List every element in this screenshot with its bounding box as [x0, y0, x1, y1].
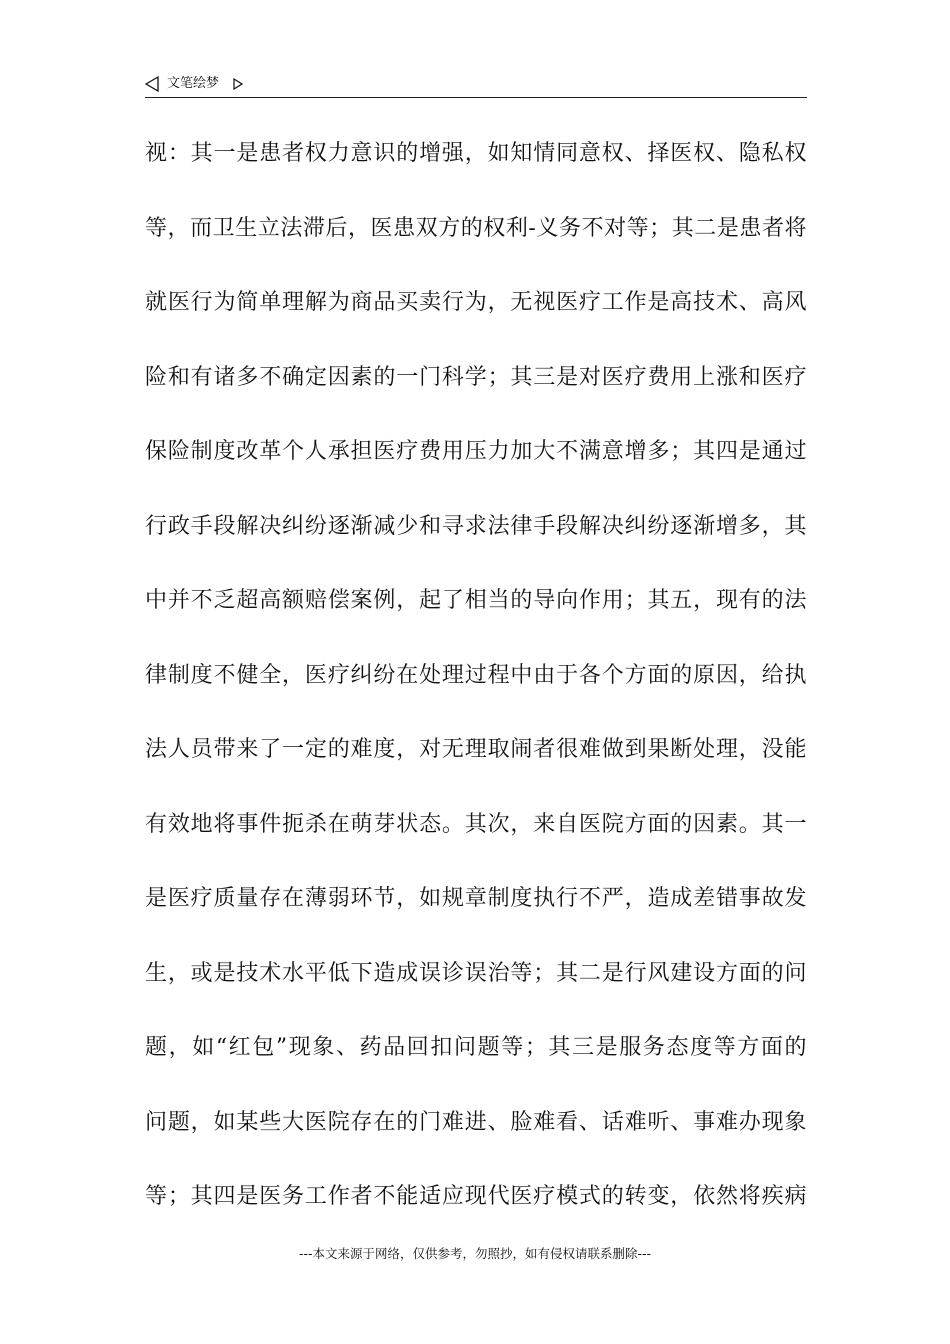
- document-body: [145, 132, 807, 1250]
- body-line: 险和有诸多不确定因素的一门科学；其三是对医疗费用上涨和医疗: [145, 364, 807, 390]
- body-line: 行政手段解决纠纷逐渐减少和寻求法律手段解决纠纷逐渐增多，其: [145, 513, 807, 539]
- header-divider: [145, 97, 807, 98]
- body-line: 题，如“红包”现象、药品回扣问题等；其三是服务态度等方面的: [145, 1035, 807, 1060]
- body-line: 是医疗质量存在薄弱环节，如规章制度执行不严，造成差错事故发: [145, 886, 807, 911]
- body-line: 保险制度改革个人承担医疗费用压力加大不满意增多；其四是通过: [145, 439, 807, 464]
- body-line: 问题，如某些大医院存在的门难进、脸难看、话难听、事难办现象: [145, 1109, 807, 1135]
- body-line: 等，而卫生立法滞后，医患双方的权利-义务不对等；其二是患者将: [145, 215, 807, 241]
- right-triangle-outline-icon: [233, 75, 243, 87]
- left-triangle-outline-icon: [145, 76, 159, 92]
- body-line: 等；其四是医务工作者不能适应现代医疗模式的转变，依然将疾病: [145, 1184, 807, 1209]
- body-line: 有效地将事件扼杀在萌芽状态。其次，来自医院方面的因素。其一: [145, 811, 807, 837]
- footer-notice: ---本文来源于网络，仅供参考，勿照抄，如有侵权请联系删除---: [298, 1246, 652, 1261]
- body-line: 中并不乏超高额赔偿案例，起了相当的导向作用；其五，现有的法: [145, 588, 807, 613]
- header-title: 文笔绘梦: [167, 76, 220, 91]
- body-line: 律制度不健全，医疗纠纷在处理过程中由于各个方面的原因，给执: [145, 662, 807, 688]
- body-line: 视：其一是患者权力意识的增强，如知情同意权、择医权、隐私权: [145, 141, 807, 166]
- body-line: 法人员带来了一定的难度，对无理取闹者很难做到果断处理，没能: [145, 737, 807, 762]
- body-line: 生，或是技术水平低下造成误诊误治等；其二是行风建设方面的问: [145, 960, 807, 986]
- body-line: 就医行为简单理解为商品买卖行为，无视医疗工作是高技术、高风: [145, 290, 807, 315]
- page-header: [145, 72, 807, 96]
